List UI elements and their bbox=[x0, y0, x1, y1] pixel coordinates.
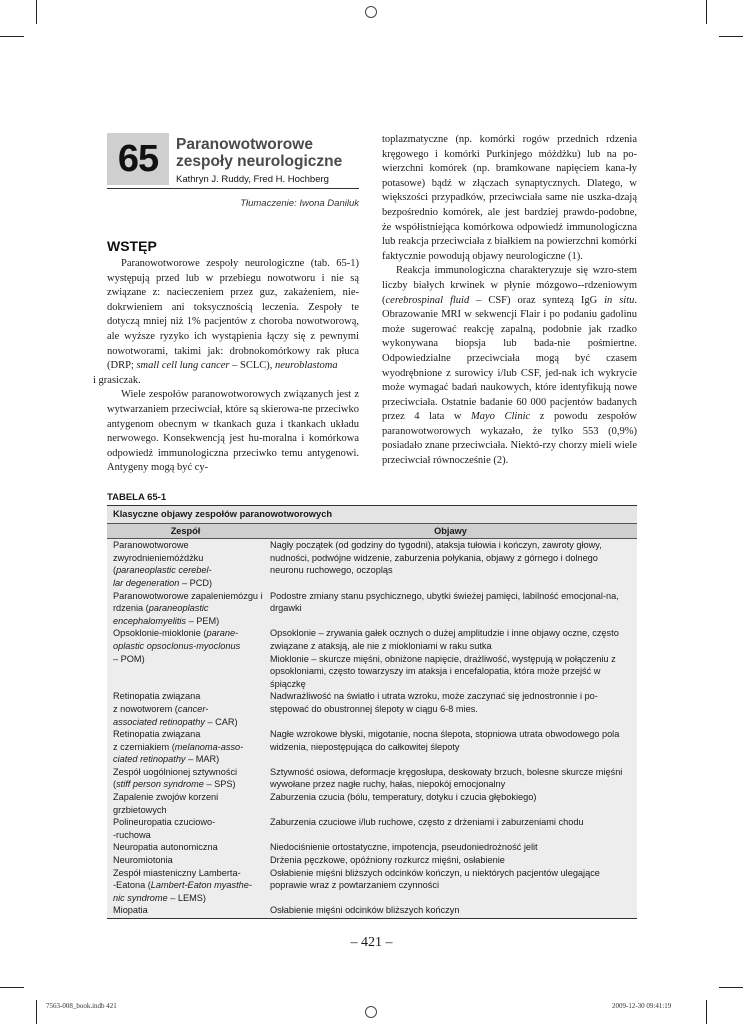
table-body bbox=[107, 539, 637, 919]
text-run: Reakcja immunologiczna charakteryzuje się wzro-stem liczby białych krwinek w płynie mózgowo--rdzeniowym ( bbox=[382, 265, 637, 306]
paragraph bbox=[93, 257, 359, 388]
symptoms-cell: Zaburzenia czucia (bólu, temperatury, dotyku i czucia głębokiego) bbox=[270, 792, 537, 803]
body-column-left bbox=[93, 257, 359, 476]
column-header: Objawy bbox=[434, 525, 467, 536]
print-timestamp: 2009-12-30 09:41:19 bbox=[612, 1002, 672, 1010]
text-run: i grasiczak. bbox=[93, 374, 141, 386]
syndrome-cell: Retinopatia związana z czerniakiem (melanoma-asso- ciated retinopathy – MAR) bbox=[113, 729, 244, 765]
syndrome-cell: Paranowotworowe zwyrodnieniemóżdżku (paraneoplastic cerebel- lar degeneration – PCD) bbox=[113, 540, 213, 588]
syndrome-cell: Zapalenie zwojów korzeni grzbietowych bbox=[113, 792, 219, 815]
table-row bbox=[107, 539, 637, 589]
symptoms-cell: Drżenia pęczkowe, opóźniony rozkurcz mięśni, osłabienie bbox=[270, 855, 505, 866]
text-run: – SCLC), bbox=[229, 360, 276, 372]
table-row bbox=[107, 791, 637, 816]
syndrome-cell: Retinopatia związana z nowotworem (cancer- associated retinopathy – CAR) bbox=[113, 691, 238, 727]
symptoms-cell: Niedociśnienie ortostatyczne, impotencja, pseudoniedrożność jelit bbox=[270, 842, 538, 853]
syndrome-cell: Zespół miasteniczny Lamberta- -Eatona (Lambert-Eaton myasthe- nic syndrome – LEMS) bbox=[113, 867, 252, 903]
text-run: z powodu zespołów paranowotworowych wykazało, że tylko 553 (0,9%) posiadało znane przeciwciała. Niektó-rzy chorzy mieli wiele przeciwciał równocześnie (2). bbox=[382, 411, 638, 467]
crop-mark bbox=[706, 1000, 707, 1024]
text-run: Paranowotworowe zespoły neurologiczne (tab. 65-1) występują przed lub w przebiegu nowotworu i nie są związane z: nacieczeniem przez guz, zakażeniem, nie-dokrwieniem ani toksycznością leczenia. Zespoły te dotyczą mniej niż 1% pacjentów z choroba nowotworową, ale wyższe ryzyko ich wystąpienia łączy się z pewnymi nowotworami, takimi jak: drobnokomórkowy rak płuca (DRP; bbox=[107, 258, 359, 372]
symptoms-cell: Opsoklonie – zrywania gałek ocznych o dużej amplitudzie i inne objawy oczne, często związane z ataksją, ale nie z miokloniami w raku sutka Mioklonie – skurcze mięśni, obniżone napięcie, drażliwość, występują w połączeniu z opsokloniami, często towarzyszy im ataksja i encefalopatia, która może przejść w śpiączkę bbox=[270, 628, 619, 689]
symptoms-cell: Nagły początek (od godziny do tygodni), ataksja tułowia i kończyn, zawroty głowy, nudności, podwójne widzenie, zaburzenia połykania, objawy z górnego i dolnego neuronu ruchowego, oczopląs bbox=[270, 540, 602, 576]
text-run: cerebrospinal fluid bbox=[385, 294, 470, 306]
print-file-info: 7563-008_book.indb 421 bbox=[46, 1002, 117, 1010]
translator-credit: Tłumaczenie: Iwona Daniluk bbox=[240, 198, 359, 209]
table-caption: Klasyczne objawy zespołów paranowotworowych bbox=[107, 505, 637, 523]
symptoms-cell: Osłabienie mięśni bliższych odcinków kończyn, u niektórych pacjentów ulegające poprawie wraz z powtarzaniem czynności bbox=[270, 867, 600, 891]
registration-mark-icon bbox=[365, 1006, 377, 1018]
table-label: TABELA 65-1 bbox=[107, 492, 167, 503]
registration-mark-icon bbox=[365, 6, 377, 18]
crop-mark bbox=[719, 36, 743, 37]
symptoms-cell: Osłabienie mięśni odcinków bliższych kończyn bbox=[270, 905, 460, 916]
symptoms-cell: Nagłe wzrokowe błyski, migotanie, nocna ślepota, stopniowa utrata obwodowego pola widzenia, niepostępująca do całkowitej ślepoty bbox=[270, 729, 620, 752]
text-run: Mayo Clinic bbox=[471, 411, 531, 423]
syndrome-cell: Paranowotworowe zapaleniemózgu i rdzenia (paraneoplastic encephalomyelitis – PEM) bbox=[113, 590, 263, 626]
text-run: – CSF) oraz syntezą IgG bbox=[469, 294, 605, 306]
table-row bbox=[107, 590, 637, 628]
syndrome-cell: Zespół uogólnionej sztywności (stiff person syndrome – SPS) bbox=[113, 766, 238, 790]
syndrome-cell: Neuropatia autonomiczna bbox=[113, 842, 218, 853]
chapter-divider bbox=[107, 188, 359, 189]
table-row bbox=[107, 766, 637, 791]
text-run: . Obrazowanie MRI w sekwencji Flair i po podaniu gadolinu może sugerować reakcję zapalną, podobnie jak rzadko wykonywana biopsja lub bada-nie pośmiertne. Odpowiedzialne przeciwciała mogą być czasem wyodrębnione z surowicy i/lub CSF, jed-nak ich wykrycie może wymagać badań naukowych, które identyfikują nowe przeciwciała. Ostatnie badanie 60 000 pacjentów badanych przez 4 lata w bbox=[382, 294, 638, 423]
table-header-row bbox=[107, 523, 637, 540]
page-number: – 421 – bbox=[350, 935, 393, 950]
chapter-number: 65 bbox=[107, 133, 169, 185]
syndrome-cell: Polineuropatia czuciowo- -ruchowa bbox=[113, 817, 216, 840]
crop-mark bbox=[36, 1000, 37, 1024]
symptoms-cell: Zaburzenia czuciowe i/lub ruchowe, często z drżeniami i zaburzeniami chodu bbox=[270, 817, 584, 828]
chapter-header bbox=[107, 133, 359, 185]
table-row bbox=[107, 904, 637, 917]
symptoms-cell: Sztywność osiowa, deformacje kręgosłupa, deskowaty brzuch, bolesne skurcze mięśni wywołane przez nagłe ruchy, hałas, niepokój emocjonalny bbox=[270, 766, 623, 790]
chapter-title: Paranowotworowe zespoły neurologiczne bbox=[176, 136, 343, 170]
text-run: small cell lung cancer bbox=[136, 360, 230, 372]
chapter-authors: Kathryn J. Ruddy, Fred H. Hochberg bbox=[176, 174, 329, 185]
symptoms-cell: Podostre zmiany stanu psychicznego, ubytki świeżej pamięci, labilność emocjonal-na, drgawki bbox=[270, 590, 619, 614]
symptoms-cell: Nadwrażliwość na światło i utrata wzroku, może zaczynać się jednostronnie i po-stępować do obustronnej ślepoty w ciągu 6-8 mies. bbox=[270, 691, 598, 714]
paragraph: toplazmatyczne (np. komórki rogów przednich rdzenia kręgowego i komórki Purkinjego móżdżku) lub na po-wierzchni komórek (np. bramkowane napięciem kana-ły potasowe) bądź w złączach synaptycznych. Dlatego, w większości przypadków, przeciwciała same nie uszka-dzają bezpośrednio komórek, ale jest bardziej prawdo-podobne, że współistniejąca komórkowa odpowiedź immunologiczna lub reakcja przeciwciała z białkiem na powierzchni komórki faktycznie powodują objawy neurologiczne (1). bbox=[382, 134, 637, 262]
text-run: in situ bbox=[604, 294, 635, 306]
paragraph: Wiele zespołów paranowotworowych związanych jest z wytwarzaniem przeciwciał, które są skierowa-ne przeciwko antygenom obecnym w tkankach guza i tkankach układu nerwowego. Konsekwencją jest hu-moralna i komórkowa odpowiedź immunologiczna przeciwko temu antygenowi. Antygeny mogą być cy- bbox=[107, 389, 359, 474]
table-row bbox=[107, 627, 637, 690]
syndrome-cell: Opsoklonie-mioklonie (parane- oplastic opsoclonus-myoclonus – POM) bbox=[113, 628, 241, 664]
crop-mark bbox=[36, 0, 37, 24]
crop-mark bbox=[0, 987, 24, 988]
table-row bbox=[107, 841, 637, 854]
column-header: Zespół bbox=[170, 525, 201, 536]
paragraph bbox=[382, 264, 637, 468]
syndromes-table bbox=[107, 505, 637, 919]
table-row bbox=[107, 728, 637, 766]
crop-mark bbox=[0, 36, 24, 37]
body-column-right bbox=[382, 133, 637, 469]
crop-mark bbox=[706, 0, 707, 24]
syndrome-cell: Miopatia bbox=[113, 905, 148, 916]
table-row bbox=[107, 690, 637, 728]
table-row bbox=[107, 816, 637, 841]
syndrome-cell: Neuromiotonia bbox=[113, 855, 173, 866]
text-run: neuroblastoma bbox=[275, 360, 338, 372]
table-row bbox=[107, 867, 637, 905]
crop-mark bbox=[719, 987, 743, 988]
section-heading: WSTĘP bbox=[107, 238, 157, 254]
table-row bbox=[107, 854, 637, 867]
